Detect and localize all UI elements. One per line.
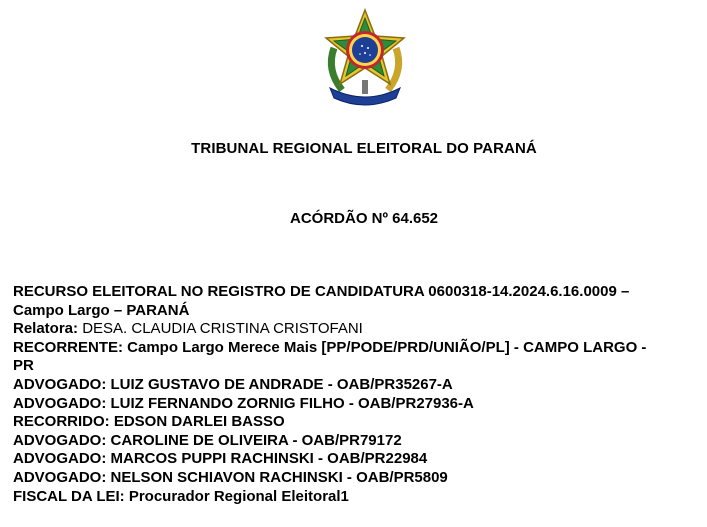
relatora-line bbox=[13, 320, 703, 339]
court-title: TRIBUNAL REGIONAL ELEITORAL DO PARANÁ bbox=[191, 140, 537, 157]
advogado-line-3: ADVOGADO: CAROLINE DE OLIVEIRA - OAB/PR79172 bbox=[13, 431, 402, 449]
relatora-label: Relatora: bbox=[13, 320, 79, 338]
relatora-value: DESA. CLAUDIA CRISTINA CRISTOFANI bbox=[82, 320, 363, 338]
advogado-line-2: ADVOGADO: LUIZ FERNANDO ZORNIG FILHO - OAB/PR27936-A bbox=[13, 394, 474, 412]
case-header bbox=[13, 283, 703, 506]
advogado-line-4: ADVOGADO: MARCOS PUPPI RACHINSKI - OAB/PR22984 bbox=[13, 450, 428, 468]
fiscal-line: FISCAL DA LEI: Procurador Regional Eleitoral1 bbox=[13, 487, 349, 505]
recorrente-line-1: RECORRENTE: Campo Largo Merece Mais [PP/PODE/PRD/UNIÃO/PL] - CAMPO LARGO - bbox=[13, 338, 647, 356]
advogado-line-5: ADVOGADO: NELSON SCHIAVON RACHINSKI - OAB/PR5809 bbox=[13, 468, 448, 486]
acordao-number: ACÓRDÃO Nº 64.652 bbox=[289, 210, 439, 227]
recorrente-line-2: PR bbox=[13, 357, 34, 375]
recurso-line-1: RECURSO ELEITORAL NO REGISTRO DE CANDIDATURA 0600318-14.2024.6.16.0009 – bbox=[13, 283, 630, 300]
advogado-line-1: ADVOGADO: LUIZ GUSTAVO DE ANDRADE - OAB/PR35267-A bbox=[13, 375, 453, 393]
recorrido-line: RECORRIDO: EDSON DARLEI BASSO bbox=[13, 413, 285, 431]
brazil-coat-of-arms-icon bbox=[322, 8, 408, 106]
recurso-line-2: Campo Largo – PARANÁ bbox=[13, 301, 190, 319]
